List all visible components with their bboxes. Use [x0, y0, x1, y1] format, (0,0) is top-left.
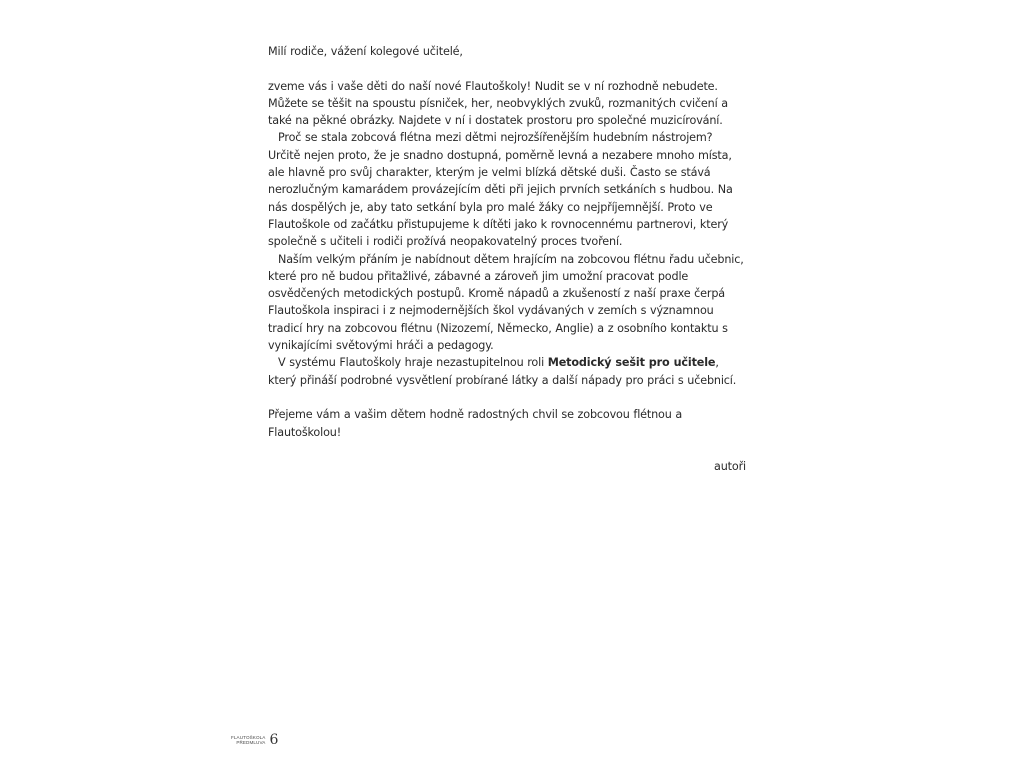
- methodology-text-after: , který přináší podrobné vysvětlení probírané látky a další nápady pro práci s učebnicí.: [268, 356, 737, 387]
- methodology-text-before: V systému Flautoškoly hraje nezastupitelnou roli: [278, 356, 548, 370]
- page-number: 6: [269, 732, 279, 748]
- letter-body: [268, 43, 748, 475]
- paragraph-wish: Naším velkým přáním je nabídnout dětem hrajícím na zobcovou flétnu řadu učebnic, které pro ně budou přitažlivé, zábavné a zároveň jim umožní pracovat podle osvědčených metodických postupů. Kromě nápadů a zkušeností z naší praxe čerpá Flautoškola inspiraci i z nejmodernějších škol vydávaných v zemích s významnou tradicí hry na zobcovou flétnu (Nizozemí, Německo, Anglie) a z osobního kontaktu s vynikajícími světovými hráči a pedagogy.: [268, 252, 744, 353]
- signature: autoři: [714, 460, 746, 474]
- paragraph-methodology: [268, 354, 748, 389]
- page-footer: [231, 733, 278, 747]
- closing-wish: Přejeme vám a vašim dětem hodně radostných chvil se zobcovou flétnou a Flautoškolou!: [268, 408, 683, 439]
- footer-book-title: FLAUTOŠKOLA: [231, 734, 266, 740]
- greeting: Milí rodiče, vážení kolegové učitelé,: [268, 45, 463, 58]
- footer-section-title: PŘEDMLUVA: [236, 740, 266, 745]
- paragraph-why-recorder: Proč se stala zobcová flétna mezi dětmi nejrozšířenějším hudebním nástrojem? Určitě nejen proto, že je snadno dostupná, poměrně levná a nezabere mnoho místa, ale hlavně pro svůj charakter, kterým je velmi blízká dětské duši. Často se stává nerozlučným kamarádem provázejícím děti při jejich prvních setkáních s hudbou. Na nás dospělých je, aby tato setkání byla pro malé žáky co nejpříjemnější. Proto ve Flautoškole od začátku přistupujeme k dítěti jako k rovnocennému partnerovi, který společně s učiteli i rodiči prožívá neopakovatelný proces tvoření.: [268, 131, 733, 249]
- methodology-book-title: Metodický sešit pro učitele: [547, 356, 716, 370]
- running-footer-labels: [231, 735, 265, 745]
- paragraph-invitation: zveme vás i vaše děti do naší nové Flautoškoly! Nudit se v ní rozhodně nebudete. Můžete se těšit na spoustu písniček, her, neobvyklých zvuků, rozmanitých cvičení a také na pěkné obrázky. Najdete v ní i dostatek prostoru pro společné muzicírování.: [268, 79, 728, 128]
